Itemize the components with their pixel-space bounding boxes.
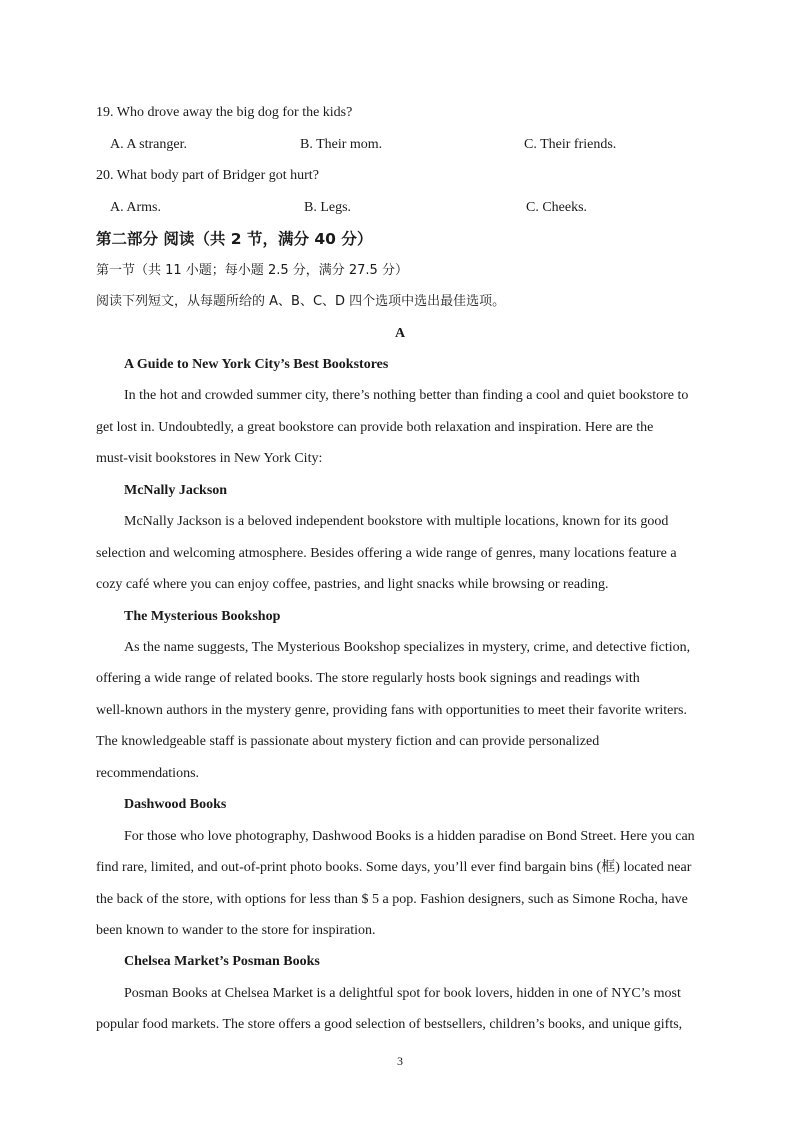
store-text-line: find rare, limited, and out-of-print photo books. Some days, you’ll ever find bargain bins (框) located near bbox=[96, 860, 692, 875]
question-20-option-b: B. Legs. bbox=[304, 200, 352, 215]
question-19-option-b: B. Their mom. bbox=[300, 137, 383, 152]
store-heading-mysterious-bookshop: The Mysterious Bookshop bbox=[124, 609, 281, 624]
store-text-line: The knowledgeable staff is passionate about mystery fiction and can provide personalized bbox=[96, 734, 600, 749]
section-subtitle: 第一节（共 11 小题；每小题 2.5 分，满分 27.5 分） bbox=[96, 263, 408, 278]
store-text-line: As the name suggests, The Mysterious Bookshop specializes in mystery, crime, and detective fiction, bbox=[124, 640, 691, 655]
intro-line-2: get lost in. Undoubtedly, a great bookstore can provide both relaxation and inspiration. Here are the bbox=[96, 420, 654, 435]
store-text-line: well-known authors in the mystery genre, providing fans with opportunities to meet their favorite writers. bbox=[96, 703, 687, 718]
question-19-stem: 19. Who drove away the big dog for the kids? bbox=[96, 105, 353, 120]
question-20-option-a: A. Arms. bbox=[110, 200, 161, 215]
intro-line-1: In the hot and crowded summer city, there’s nothing better than finding a cool and quiet bookstore to bbox=[124, 388, 689, 403]
store-heading-dashwood-books: Dashwood Books bbox=[124, 797, 227, 812]
store-text-line: McNally Jackson is a beloved independent bookstore with multiple locations, known for its good bbox=[124, 514, 669, 529]
page-number: 3 bbox=[397, 1054, 403, 1068]
store-text-line: cozy café where you can enjoy coffee, pastries, and light snacks while browsing or reading. bbox=[96, 577, 609, 592]
question-19-option-a: A. A stranger. bbox=[110, 137, 187, 152]
store-text-line: For those who love photography, Dashwood Books is a hidden paradise on Bond Street. Here you can bbox=[124, 829, 695, 844]
passage-label: A bbox=[394, 326, 406, 341]
store-text-line: selection and welcoming atmosphere. Besides offering a wide range of genres, many locations feature a bbox=[96, 546, 677, 561]
store-text-line: popular food markets. The store offers a good selection of bestsellers, children’s books, and unique gifts, bbox=[96, 1017, 683, 1032]
store-text-line: Posman Books at Chelsea Market is a delightful spot for book lovers, hidden in one of NYC’s most bbox=[124, 986, 681, 1001]
question-20-option-c: C. Cheeks. bbox=[526, 200, 588, 215]
question-19-option-c: C. Their friends. bbox=[524, 137, 617, 152]
store-text-line: recommendations. bbox=[96, 766, 200, 781]
section-title: 第二部分 阅读（共 2 节，满分 40 分） bbox=[96, 230, 373, 248]
section-instruction: 阅读下列短文，从每题所给的 A、B、C、D 四个选项中选出最佳选项。 bbox=[96, 294, 506, 309]
question-20-stem: 20. What body part of Bridger got hurt? bbox=[96, 168, 319, 183]
store-text-line: offering a wide range of related books. The store regularly hosts book signings and readings with bbox=[96, 671, 640, 686]
intro-line-3: must-visit bookstores in New York City: bbox=[96, 451, 323, 466]
store-heading-mcnally-jackson: McNally Jackson bbox=[124, 483, 228, 498]
store-text-line: been known to wander to the store for inspiration. bbox=[96, 923, 376, 938]
store-text-line: the back of the store, with options for less than $ 5 a pop. Fashion designers, such as Simone Rocha, have bbox=[96, 892, 688, 907]
passage-title: A Guide to New York City’s Best Bookstores bbox=[124, 357, 389, 372]
store-heading-posman-books: Chelsea Market’s Posman Books bbox=[124, 954, 320, 969]
